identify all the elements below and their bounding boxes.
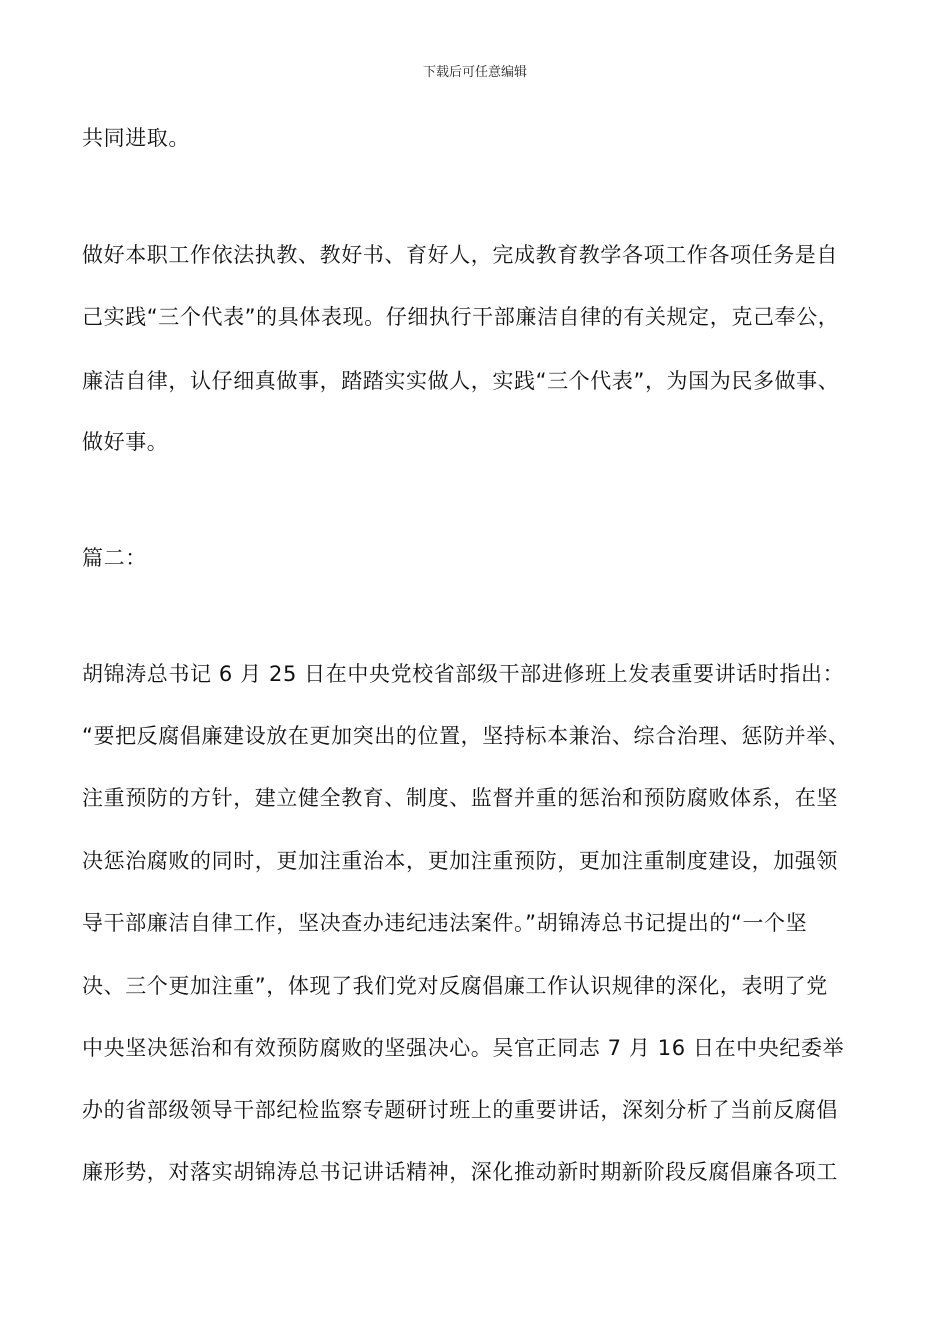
- body-text-line: 胡锦涛总书记 6 月 25 日在中央党校省部级干部进修班上发表重要讲话时指出：: [82, 662, 845, 686]
- body-text-line: 注重预防的方针，建立健全教育、制度、监督并重的惩治和预防腐败体系，在坚: [82, 786, 838, 810]
- body-text-line: 导干部廉洁自律工作，坚决查办违纪违法案件。”胡锦涛总书记提出的“一个坚: [82, 911, 808, 935]
- body-text-line: 中央坚决惩治和有效预防腐败的坚强决心。吴官正同志 7 月 16 日在中央纪委举: [82, 1036, 845, 1060]
- body-text-line: 决惩治腐败的同时，更加注重治本，更加注重预防，更加注重制度建设，加强领: [82, 849, 838, 873]
- body-text-line: 廉形势，对落实胡锦涛总书记讲话精神，深化推动新时期新阶段反腐倡廉各项工: [82, 1160, 838, 1184]
- section-heading: 篇二：: [82, 546, 147, 570]
- body-text-line: “要把反腐倡廉建设放在更加突出的位置，坚持标本兼治、综合治理、惩防并举、: [82, 724, 850, 748]
- page-header: 下载后可任意编辑: [422, 65, 527, 80]
- body-text-line: 做好事。: [82, 430, 169, 454]
- body-text-line: 己实践“三个代表”的具体表现。仔细执行干部廉洁自律的有关规定，克己奉公，: [82, 305, 840, 329]
- body-text-line: 廉洁自律，认仔细真做事，踏踏实实做人，实践“三个代表”，为国为民多做事、: [82, 369, 840, 393]
- body-text-line: 做好本职工作依法执教、教好书、育好人，完成教育教学各项工作各项任务是自: [82, 243, 838, 267]
- body-text-line: 办的省部级领导干部纪检监察专题研讨班上的重要讲话，深刻分析了当前反腐倡: [82, 1098, 838, 1122]
- body-text-line: 决、三个更加注重”，体现了我们党对反腐倡廉工作认识规律的深化，表明了党: [82, 974, 828, 998]
- body-text-line: 共同进取。: [82, 126, 190, 150]
